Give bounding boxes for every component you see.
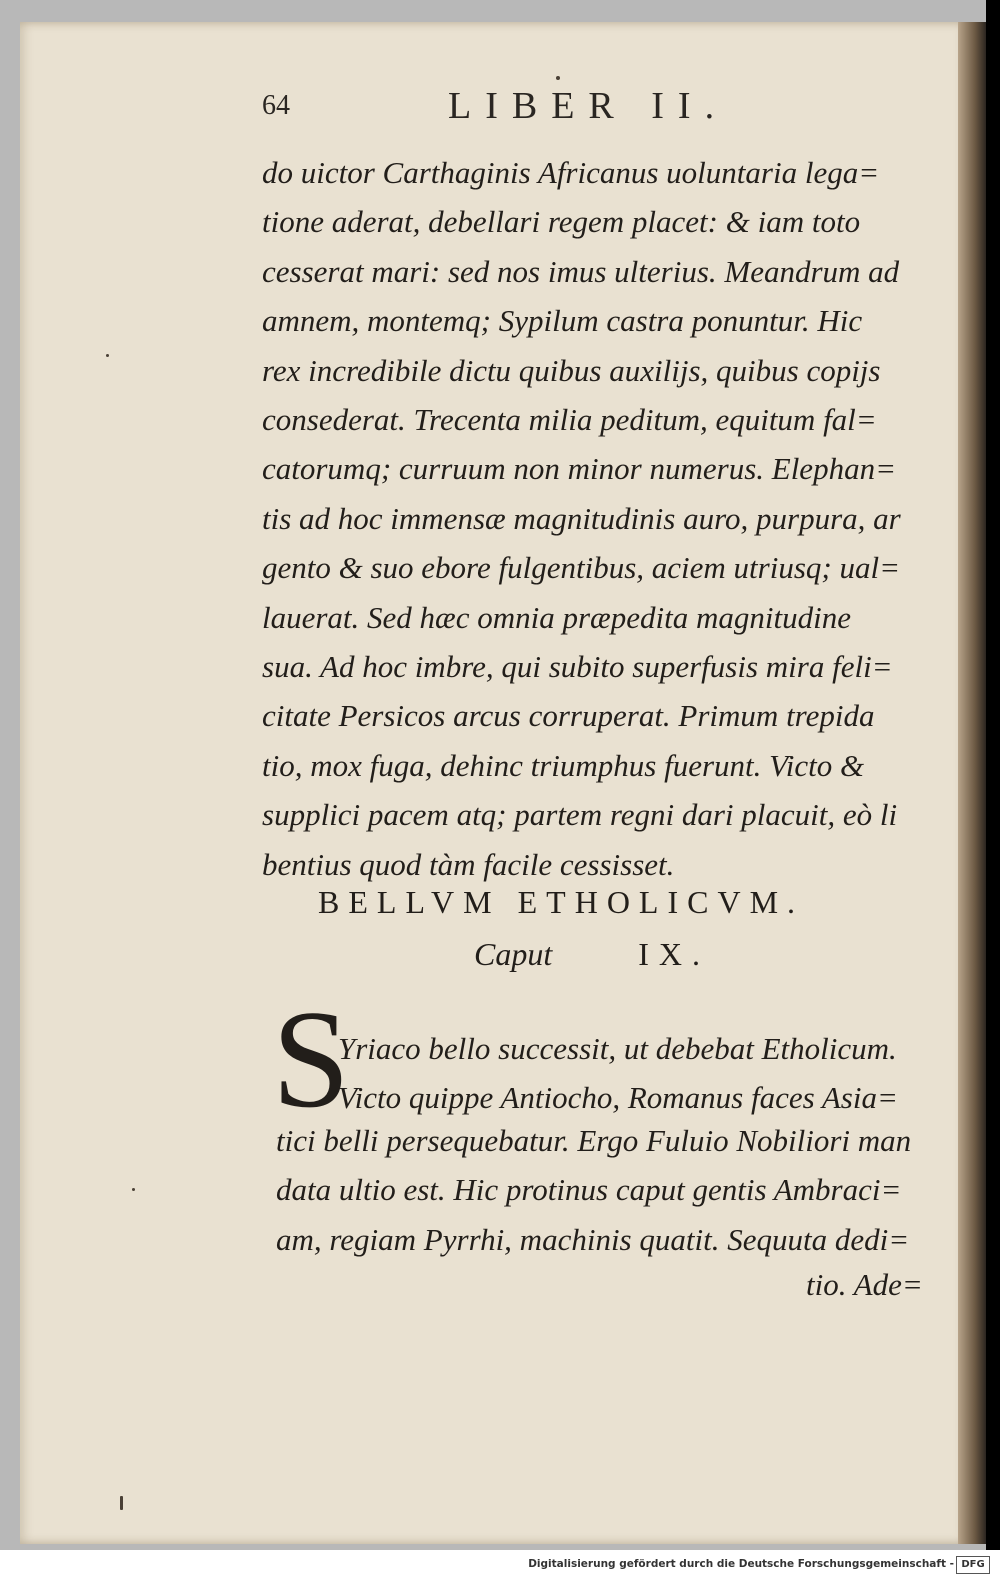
- scan-border: [986, 0, 1000, 1584]
- text-line: gento & suo ebore fulgentibus, aciem utriusq; ual=: [262, 550, 900, 586]
- chapter-heading: BELLVM ETHOLICVM.: [318, 884, 805, 920]
- running-head: [0, 76, 1000, 136]
- text-line: tio, mox fuga, dehinc triumphus fuerunt. Victo &: [262, 747, 865, 783]
- page-number: 64: [262, 90, 290, 121]
- paragraph-2-body: [276, 1116, 911, 1264]
- text-line: sua. Ad hoc imbre, qui subito superfusis mira feli=: [262, 649, 893, 685]
- paragraph-1: [262, 148, 901, 889]
- text-line: catorumq; curruum non minor numerus. Elephan=: [262, 451, 896, 487]
- drop-capital: S: [272, 982, 350, 1137]
- text-line: tici belli persequebatur. Ergo Fuluio Nobiliori man: [276, 1123, 912, 1158]
- text-line: Yriaco bello successit, ut debebat Etholicum.: [338, 1031, 897, 1066]
- text-line: lauerat. Sed hæc omnia præpedita magnitudine: [262, 599, 851, 635]
- text-line: Victo quippe Antiocho, Romanus faces Asia=: [338, 1080, 898, 1116]
- paper-speck: [120, 1496, 123, 1510]
- paragraph-2-opening: [338, 1024, 898, 1123]
- text-line: citate Persicos arcus corruperat. Primum trepida: [262, 698, 875, 734]
- text-line: data ultio est. Hic protinus caput gentis Ambraci=: [276, 1172, 902, 1208]
- text-line: rex incredibile dictu quibus auxilijs, quibus copijs: [262, 352, 881, 388]
- text-line: bentius quod tàm facile cessisset.: [262, 846, 675, 882]
- paper-speck: [132, 1188, 135, 1191]
- text-line: amnem, montemq; Sypilum castra ponuntur. Hic: [262, 303, 863, 339]
- chapter-subheading: [474, 936, 710, 973]
- text-line: supplici pacem atq; partem regni dari placuit, eò li: [262, 797, 898, 833]
- text-line: am, regiam Pyrrhi, machinis quatit. Sequuta dedi=: [276, 1221, 910, 1257]
- caput-number: IX.: [638, 936, 710, 972]
- paper-speck: [106, 354, 109, 357]
- text-line: consederat. Trecenta milia peditum, equitum fal=: [262, 402, 877, 438]
- text-line: cesserat mari: sed nos imus ulterius. Meandrum ad: [262, 253, 900, 289]
- book-gutter: [958, 22, 986, 1544]
- dfg-logo: DFG: [956, 1556, 990, 1574]
- catchword: tio. Ade=: [806, 1267, 923, 1302]
- digitization-footer: [0, 1550, 1000, 1584]
- running-title: LIBER II.: [448, 85, 729, 127]
- caput-label: Caput: [474, 936, 553, 972]
- text-line: do uictor Carthaginis Africanus uoluntaria lega=: [262, 155, 880, 190]
- text-line: tis ad hoc immensæ magnitudinis auro, purpura, ar: [262, 500, 901, 536]
- text-line: tione aderat, debellari regem placet: & iam toto: [262, 204, 861, 240]
- funding-credit: Digitalisierung gefördert durch die Deutsche Forschungsgemeinschaft -: [528, 1558, 954, 1570]
